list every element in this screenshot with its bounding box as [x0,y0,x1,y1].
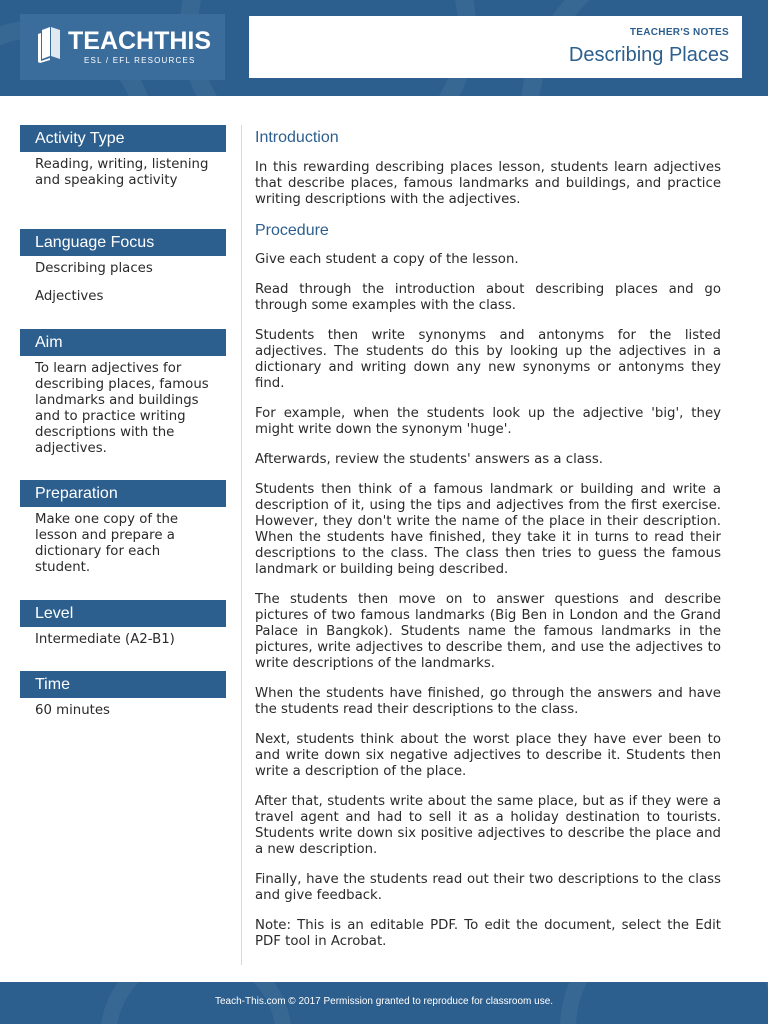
level-text: Intermediate (A2-B1) [35,632,175,647]
procedure-paragraph: Students then think of a famous landmark or building and write a description of it, using the tips and adjectives from the first exercise. However, they don't write the name of the place in their description. When the students have finished, they take it in turns to read their descriptions to the class. The class then tries to guess the famous landmark or building being described. [255,482,721,577]
column-divider [241,125,242,965]
level-section [20,600,226,648]
time-text: 60 minutes [35,703,110,718]
language-focus-heading: Language Focus [20,229,226,256]
aim-text: To learn adjectives for describing places, famous landmarks and buildings and to practice writing descriptions with the adjectives. [35,361,209,456]
time-section [20,671,226,719]
language-focus-item: Adjectives [35,289,104,304]
procedure-paragraph: After that, students write about the same place, but as if they were a travel agent and had to sell it as a holiday destination to tourists. Students write down six positive adjectives to describe the place and a new description. [255,794,721,857]
procedure-paragraph: The students then move on to answer questions and describe pictures of two famous landmarks (Big Ben in London and the Grand Palace in Bangkok). Students name the famous landmarks in the pictures, write adjectives to describe them, and use the adjectives to write descriptions of the landmarks. [255,592,721,671]
page-header [0,0,768,96]
main-content [255,128,721,950]
preparation-text: Make one copy of the lesson and prepare a dictionary for each student. [35,512,179,575]
procedure-paragraph: Students then write synonyms and antonyms for the listed adjectives. The students do this by looking up the adjectives in a dictionary and writing down any new synonyms or antonyms they find. [255,328,721,391]
footer-copyright: Teach-This.com © 2017 Permission granted to reproduce for classroom use. [214,996,554,1007]
logo-subtitle: ESL / EFL RESOURCES [84,56,196,65]
procedure-paragraph: For example, when the students look up the adjective 'big', they might write down the synonym 'huge'. [255,406,721,437]
notes-label: TEACHER'S NOTES [629,27,729,38]
page-footer [0,982,768,1024]
preparation-heading: Preparation [20,480,226,507]
procedure-paragraph: When the students have finished, go through the answers and have the students read their descriptions to the class. [255,686,721,717]
activity-type-heading: Activity Type [20,125,226,152]
level-heading: Level [20,600,226,627]
procedure-paragraph: Afterwards, review the students' answers as a class. [255,452,603,467]
aim-heading: Aim [20,329,226,356]
logo[interactable] [20,14,225,80]
activity-type-text: Reading, writing, listening and speaking activity [35,157,209,188]
preparation-section [20,480,226,576]
procedure-paragraph: Give each student a copy of the lesson. [255,252,519,267]
time-heading: Time [20,671,226,698]
language-focus-item: Describing places [35,261,153,276]
page-title: Describing Places [568,44,729,66]
introduction-text: In this rewarding describing places lesson, students learn adjectives that describe places, famous landmarks and buildings, and practice writing descriptions with the adjectives. [255,160,721,207]
procedure-paragraph: Read through the introduction about describing places and go through some examples with the class. [255,282,721,313]
procedure-paragraph: Note: This is an editable PDF. To edit the document, select the Edit PDF tool in Acrobat. [255,918,721,949]
logo-text: TEACHTHIS [68,27,212,55]
book-logo-icon [36,26,66,64]
procedure-heading: Procedure [255,222,329,239]
aim-section [20,329,226,457]
language-focus-section [20,229,226,305]
introduction-heading: Introduction [255,129,339,146]
procedure-paragraph: Next, students think about the worst place they have ever been to and write down six negative adjectives to describe it. Students then write a description of the place. [255,732,721,779]
title-box [249,16,742,78]
procedure-paragraph: Finally, have the students read out their two descriptions to the class and give feedback. [255,872,721,903]
activity-type-section [20,125,226,189]
